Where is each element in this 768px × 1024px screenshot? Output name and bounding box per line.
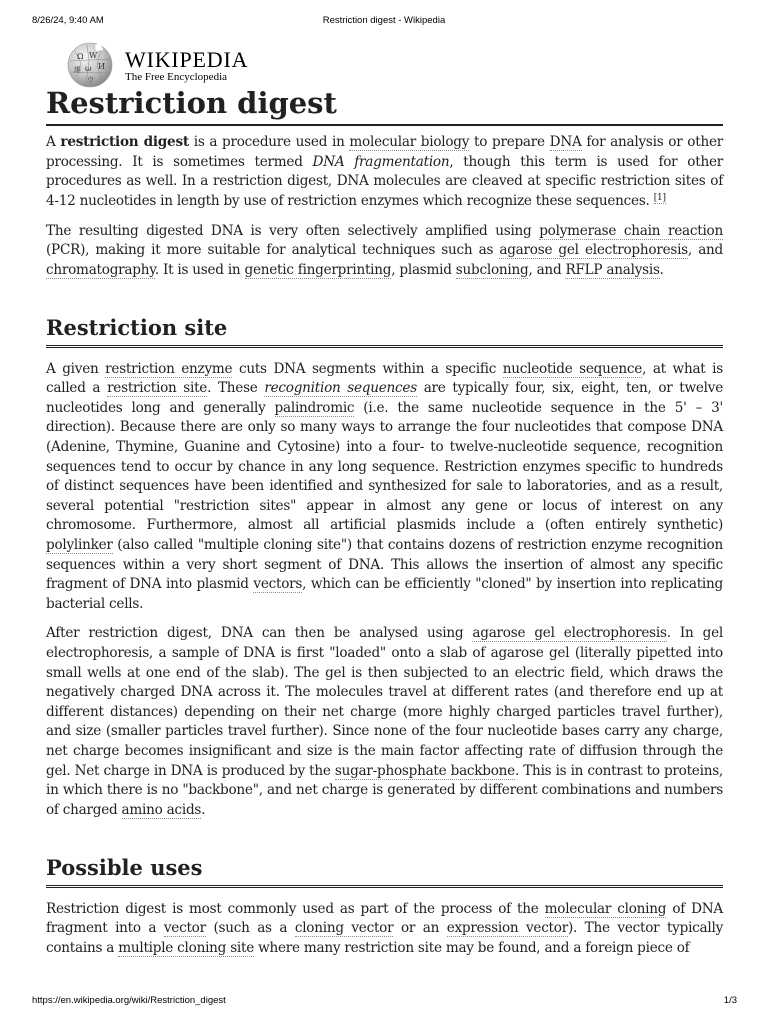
globe-glyph: Ω (77, 52, 84, 61)
intro-paragraph-2: The resulting digested DNA is very often selectively amplified using polymerase chain reaction (PCR), making it more suitable for analytical techniques such as agarose gel electrophoresis, and chromatography. It is used in genetic fingerprinting, plasmid subcloning, and RFLP analysis. (46, 222, 724, 278)
link-agarose-gel-electrophoresis[interactable]: agarose gel electrophoresis (472, 625, 667, 642)
link-polymerase-chain-reaction[interactable]: polymerase chain reaction (539, 222, 723, 239)
link-molecular-cloning[interactable]: molecular cloning (544, 900, 667, 917)
link-subcloning[interactable]: subcloning (455, 261, 529, 278)
link-genetic-fingerprinting[interactable]: genetic fingerprinting (244, 261, 392, 278)
link-expression-vector[interactable]: expression vector (446, 920, 568, 937)
link-polylinker[interactable]: polylinker (46, 537, 113, 553)
link-multiple-cloning-site[interactable]: multiple cloning site (118, 939, 255, 956)
print-page-number: 1/3 (723, 995, 737, 1006)
link-sugar-phosphate-backbone[interactable]: sugar-phosphate backbone (334, 762, 515, 779)
wikipedia-globe-icon (65, 41, 115, 89)
wikipedia-wordmark: WIKIPEDIA (125, 47, 249, 72)
link-agarose-gel-electrophoresis[interactable]: agarose gel electrophoresis (499, 242, 688, 259)
link-rflp-analysis[interactable]: RFLP analysis (565, 261, 660, 278)
globe-glyph: W (89, 51, 98, 60)
link-restriction-enzyme[interactable]: restriction enzyme (105, 360, 233, 377)
section-heading-possible-uses: Possible uses (46, 855, 723, 887)
link-dna[interactable]: DNA (549, 134, 582, 151)
globe-glyph: ω (85, 64, 92, 73)
print-page-title: Restriction digest - Wikipedia (322, 15, 446, 26)
link-recognition-sequences[interactable]: recognition sequences (264, 380, 417, 397)
link-amino-acids[interactable]: amino acids (121, 801, 202, 818)
print-datetime: 8/26/24, 9:40 AM (32, 15, 104, 26)
link-molecular-biology[interactable]: molecular biology (349, 134, 470, 151)
restriction-site-paragraph-1: A given restriction enzyme cuts DNA segments within a specific nucleotide sequence, at what is called a restriction site. These recognition sequences are typically four, six, eight, ten, or twelve nucleotides long and generally palindromic (i.e. the same nucleotide sequence in the 5' – 3' direction). Because there are only so many ways to arrange the four nucleotides that compose DNA (Adenine, Thymine, Guanine and Cytosine) into a four- to twelve-nucleotide sequence, recognition sequences tend to occur by chance in any long sequence. Restriction enzymes specific to hundreds of distinct sequences have been identified and synthesized for sale to laboratories, and as a result, several potential "restriction sites" appear in almost any gene or locus of interest on any chromosome. Furthermore, almost all artificial plasmids include a (often entirely synthetic) polylinker (also called "multiple cloning site") that contains dozens of restriction enzyme recognition sequences within a very short segment of DNA. This allows the insertion of almost any specific fragment of DNA into plasmid vectors, which can be efficiently "cloned" by insertion into replicating bacterial cells. (46, 360, 724, 612)
restriction-site-paragraph-2: After restriction digest, DNA can then be analysed using agarose gel electrophoresis. In gel electrophoresis, a sample of DNA is first "loaded" onto a slab of agarose gel (literally pipetted into small wells at one end of the slab). The gel is then subjected to an electric field, which draws the negatively charged DNA across it. The molecules travel at different rates (and therefore end up at different distances) depending on their net charge (more highly charged particles travel further), and size (smaller particles travel further). Since none of the four nucleotide bases carry any charge, net charge becomes insignificant and size is the main factor affecting rate of diffusion through the gel. Net charge in DNA is produced by the sugar-phosphate backbone. This is in contrast to proteins, in which there is no "backbone", and net charge is generated by different combinations and numbers of charged amino acids. (46, 625, 724, 818)
link-restriction-site[interactable]: restriction site (107, 380, 208, 397)
link-chromatography[interactable]: chromatography (46, 261, 155, 278)
link-palindromic[interactable]: palindromic (274, 399, 355, 416)
link-vectors[interactable]: vectors (253, 576, 303, 593)
bold-term: restriction digest (60, 134, 189, 151)
globe-glyph: ウ (87, 76, 94, 84)
article-content (46, 85, 723, 958)
link-nucleotide-sequence[interactable]: nucleotide sequence (502, 360, 643, 377)
globe-glyph: 維 (74, 66, 81, 74)
reference-1-link[interactable]: [1] (653, 192, 666, 203)
wikipedia-tagline: The Free Encyclopedia (125, 71, 228, 83)
article-title: Restriction digest (46, 85, 723, 126)
globe-glyph: И (98, 62, 105, 71)
intro-paragraph-1: A restriction digest is a procedure used in molecular biology to prepare DNA for analysis or other processing. It is sometimes termed DNA fragmentation, though this term is used for other procedures as well. In a restriction digest, DNA molecules are cleaved at specific restriction sites of 4-12 nucleotides in length by use of restriction enzymes which recognize these sequences. [1] (46, 134, 723, 210)
link-cloning-vector[interactable]: cloning vector (294, 920, 394, 937)
print-url: https://en.wikipedia.org/wiki/Restriction_digest (32, 995, 226, 1006)
possible-uses-paragraph-1: Restriction digest is most commonly used as part of the process of the molecular cloning of DNA fragment into a vector (such as a cloning vector or an expression vector). The vector typically contains a multiple cloning site where many restriction site may be found, and a foreign piece of (46, 900, 724, 956)
section-heading-restriction-site: Restriction site (46, 315, 723, 347)
link-vector[interactable]: vector (163, 920, 206, 937)
italic-term: DNA fragmentation (312, 153, 450, 170)
